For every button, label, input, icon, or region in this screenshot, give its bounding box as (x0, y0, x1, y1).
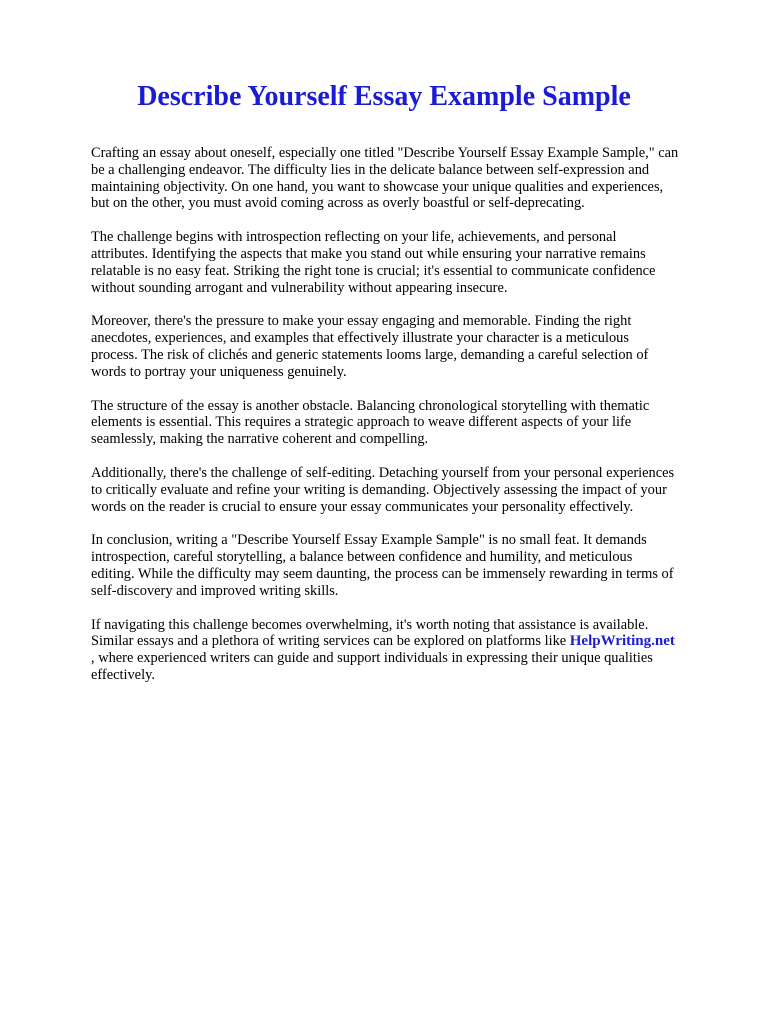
paragraph-line: be a challenging endeavor. The difficulty lies in the delicate balance between self-expression and (91, 161, 650, 178)
paragraph-line: words on the reader is crucial to ensure your essay communicates your personality effectively. (91, 498, 634, 515)
closing-paragraph (91, 617, 731, 684)
paragraph-line: to critically evaluate and refine your writing is demanding. Objectively assessing the impact of your (91, 481, 667, 498)
paragraph-line: introspection, careful storytelling, a balance between confidence and humility, and meticulous (91, 549, 633, 566)
paragraph (91, 229, 731, 296)
paragraph-line: The challenge begins with introspection reflecting on your life, achievements, and personal (91, 229, 617, 246)
paragraph (91, 313, 731, 380)
paragraph-line: In conclusion, writing a "Describe Yourself Essay Example Sample" is no small feat. It demands (91, 532, 647, 549)
paragraph-line: but on the other, you must avoid coming across as overly boastful or self-deprecating. (91, 195, 585, 212)
closing-line-4: effectively. (91, 666, 155, 683)
paragraph (91, 398, 731, 448)
closing-line-1: If navigating this challenge becomes overwhelming, it's worth noting that assistance is available. (91, 616, 649, 633)
paragraph (91, 145, 731, 212)
paragraph-line: maintaining objectivity. On one hand, you want to showcase your unique qualities and experiences, (91, 178, 664, 195)
essay-body (91, 145, 731, 701)
closing-line-2-text: Similar essays and a plethora of writing services can be explored on platforms like (91, 633, 570, 650)
closing-line-2 (91, 633, 731, 650)
paragraph-line: words to portray your uniqueness genuinely. (91, 363, 347, 380)
paragraph-line: relatable is no easy feat. Striking the right tone is crucial; it's essential to communicate confidence (91, 262, 656, 279)
paragraph-line: Crafting an essay about oneself, especially one titled "Describe Yourself Essay Example Sample," can (91, 145, 679, 161)
paragraph-line: Moreover, there's the pressure to make your essay engaging and memorable. Finding the right (91, 313, 632, 330)
paragraph-line: anecdotes, experiences, and examples that effectively illustrate your character is a meticulous (91, 330, 629, 347)
paragraph-line: Additionally, there's the challenge of self-editing. Detaching yourself from your personal experiences (91, 464, 675, 481)
closing-line-3: , where experienced writers can guide and support individuals in expressing their unique qualities (91, 650, 653, 667)
paragraph-line: elements is essential. This requires a strategic approach to weave different aspects of your life (91, 414, 632, 431)
paragraph (91, 465, 731, 515)
paragraph (91, 532, 731, 599)
paragraph-line: The structure of the essay is another obstacle. Balancing chronological storytelling with thematic (91, 397, 650, 414)
page-title: Describe Yourself Essay Example Sample (137, 81, 631, 112)
paragraph-line: without sounding arrogant and vulnerability without appearing insecure. (91, 279, 508, 296)
paragraph-list (91, 145, 731, 600)
paragraph-line: editing. While the difficulty may seem daunting, the process can be immensely rewarding in terms of (91, 565, 674, 582)
paragraph-line: process. The risk of clichés and generic statements looms large, demanding a careful selection of (91, 346, 649, 363)
paragraph-line: self-discovery and improved writing skills. (91, 582, 339, 599)
paragraph-line: attributes. Identifying the aspects that make you stand out while ensuring your narrative remains (91, 245, 646, 262)
paragraph-line: seamlessly, making the narrative coherent and compelling. (91, 431, 429, 448)
helpwriting-link[interactable]: HelpWriting.net (569, 633, 675, 650)
